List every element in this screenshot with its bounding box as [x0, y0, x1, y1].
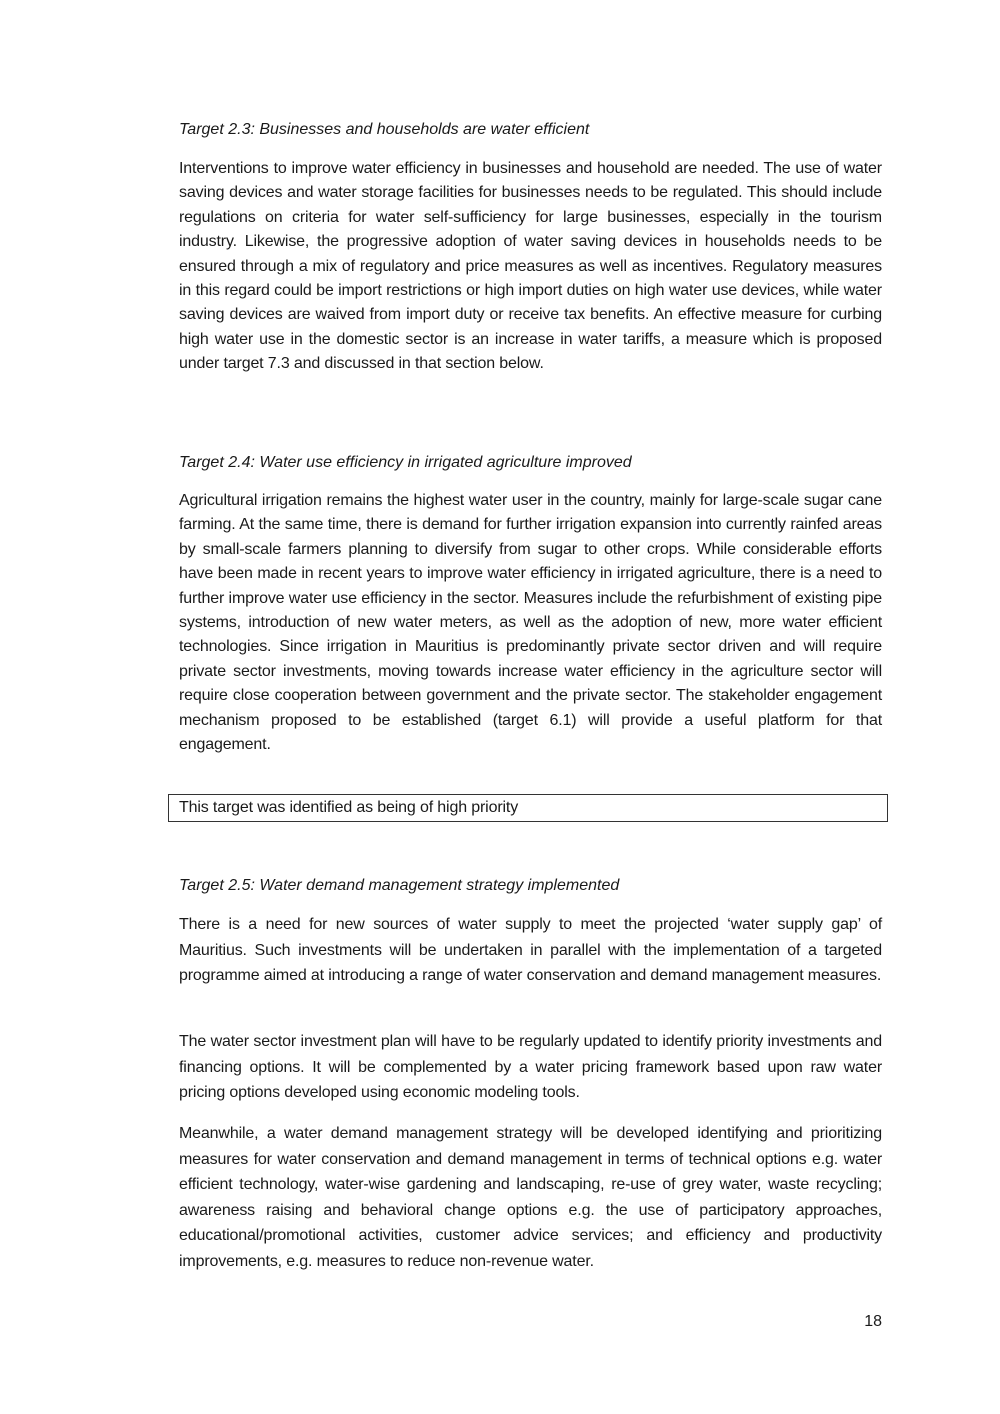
- section-2-4-paragraph: Agricultural irrigation remains the highest water user in the country, mainly for large-scale sugar cane farming. At the same time, there is demand for further irrigation expansion into currently rainfed areas by small-scale farmers planning to diversify from sugar to other crops. While considerable efforts have been made in recent years to improve water efficiency in irrigated agriculture, there is a need to further improve water use efficiency in the sector. Measures include the refurbishment of existing pipe systems, introduction of new water meters, as well as the adoption of new, more water efficient technologies. Since irrigation in Mauritius is predominantly private sector driven and will require private sector investments, moving towards increase water efficiency in the agriculture sector will require close cooperation between government and the private sector. The stakeholder engagement mechanism proposed to be established (target 6.1) will provide a useful platform for that engagement.: [179, 492, 882, 754]
- section-heading-2-4: Target 2.4: Water use efficiency in irrigated agriculture improved: [179, 454, 632, 471]
- document-page: [179, 0, 882, 1414]
- section-heading-2-3: Target 2.3: Businesses and households are water efficient: [179, 121, 590, 138]
- section-2-5-paragraph-2: The water sector investment plan will have to be regularly updated to identify priority investments and financing options. It will be complemented by a water pricing framework based upon raw water pricing options developed using economic modeling tools.: [179, 1033, 882, 1101]
- section-2-5-paragraph-3: Meanwhile, a water demand management strategy will be developed identifying and prioritizing measures for water conservation and demand management in terms of technical options e.g. water efficient technology, water-wise gardening and landscaping, re-use of grey water, waste recycling; awareness raising and behavioral change options e.g. the use of participatory approaches, educational/promotional activities, customer advice services; and efficiency and productivity improvements, e.g. measures to reduce non-revenue water.: [179, 1125, 882, 1270]
- priority-note-box: This target was identified as being of high priority: [168, 794, 888, 822]
- section-heading-2-5: Target 2.5: Water demand management strategy implemented: [179, 877, 620, 894]
- page-number: 18: [864, 1313, 882, 1330]
- section-2-3-paragraph: Interventions to improve water efficiency in businesses and household are needed. The use of water saving devices and water storage facilities for businesses needs to be regulated. This should include regulations on criteria for water self-sufficiency for large businesses, especially in the tourism industry. Likewise, the progressive adoption of water saving devices in households needs to be ensured through a mix of regulatory and price measures as well as incentives. Regulatory measures in this regard could be import restrictions or high import duties on high water use devices, while water saving devices are waived from import duty or receive tax benefits. An effective measure for curbing high water use in the domestic sector is an increase in water tariffs, a measure which is proposed under target 7.3 and discussed in that section below.: [179, 160, 882, 373]
- section-2-5-paragraph-1: There is a need for new sources of water supply to meet the projected ‘water supply gap’ of Mauritius. Such investments will be undertaken in parallel with the implementation of a targeted programme aimed at introducing a range of water conservation and demand management measures.: [179, 916, 882, 984]
